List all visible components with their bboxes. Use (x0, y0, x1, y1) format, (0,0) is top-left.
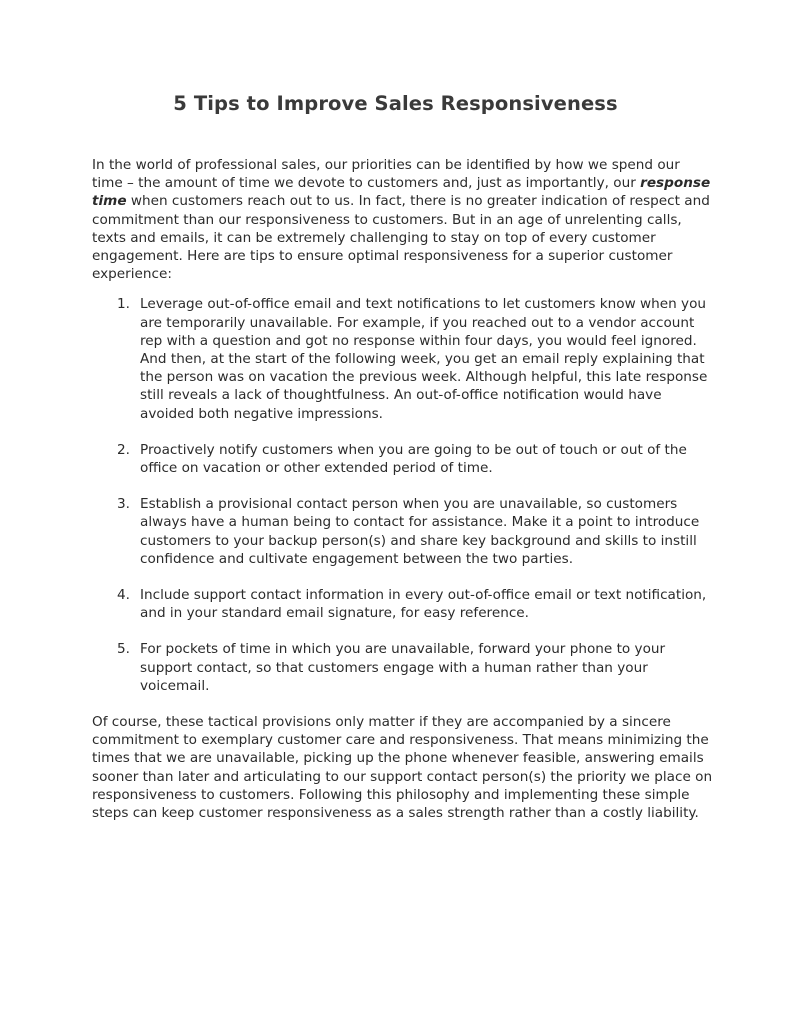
tips-list (92, 295, 714, 695)
list-item (92, 441, 714, 477)
list-item-number: 3. (117, 496, 130, 513)
list-item (92, 495, 714, 568)
list-item-text: Leverage out-of-office email and text notifications to let customers know when you are temporarily unavailable. For example, if you reached out to a vendor account rep with a question and got no response within four days, you would feel ignored. And then, at the start of the following week, you get an email reply explaining that the person was on vacation the previous week. Although helpful, this late response still reveals a lack of thoughtfulness. An out-of-office notification would have avoided both negative impressions. (140, 296, 708, 422)
intro-text-end: when customers reach out to us. In fact, there is no greater indication of respect and commitment than our responsiveness to customers. But in an age of unrelenting calls, texts and emails, it can be extremely challenging to stay on top of every customer engagement. Here are tips to ensure optimal responsiveness for a superior customer experience: (92, 193, 710, 283)
list-item (92, 586, 714, 622)
intro-text-start: In the world of professional sales, our priorities can be identified by how we spend our time – the amount of time we devote to customers and, just as importantly, our (92, 157, 680, 192)
list-item-text: Establish a provisional contact person when you are unavailable, so customers always have a human being to contact for assistance. Make it a point to introduce customers to your backup person(s) and share key background and skills to instill confidence and cultivate engagement between the two parties. (140, 496, 700, 567)
intro-emphasis: response time (92, 175, 711, 210)
list-item (92, 295, 714, 422)
list-item-number: 4. (117, 587, 130, 604)
list-item (92, 640, 714, 695)
list-item-text: For pockets of time in which you are unavailable, forward your phone to your support contact, so that customers engage with a human rather than your voicemail. (140, 641, 666, 694)
document-body (92, 156, 714, 822)
closing-paragraph: Of course, these tactical provisions only matter if they are accompanied by a sincere commitment to exemplary customer care and responsiveness. That means minimizing the times that we are unavailable, picking up the phone whenever feasible, answering emails sooner than later and articulating to our support contact person(s) the priority we place on responsiveness to customers. Following this philosophy and implementing these simple steps can keep customer responsiveness as a sales strength rather than a costly liability. (92, 714, 713, 822)
list-item-text: Proactively notify customers when you are going to be out of touch or out of the office on vacation or other extended period of time. (140, 441, 687, 477)
list-item-number: 1. (117, 296, 130, 313)
list-item-text: Include support contact information in every out-of-office email or text notification, and in your standard email signature, for easy reference. (140, 587, 707, 622)
list-item-number: 5. (117, 641, 130, 658)
document-title: 5 Tips to Improve Sales Responsiveness (173, 92, 618, 115)
list-item-number: 2. (117, 441, 130, 458)
intro-paragraph (92, 156, 714, 283)
